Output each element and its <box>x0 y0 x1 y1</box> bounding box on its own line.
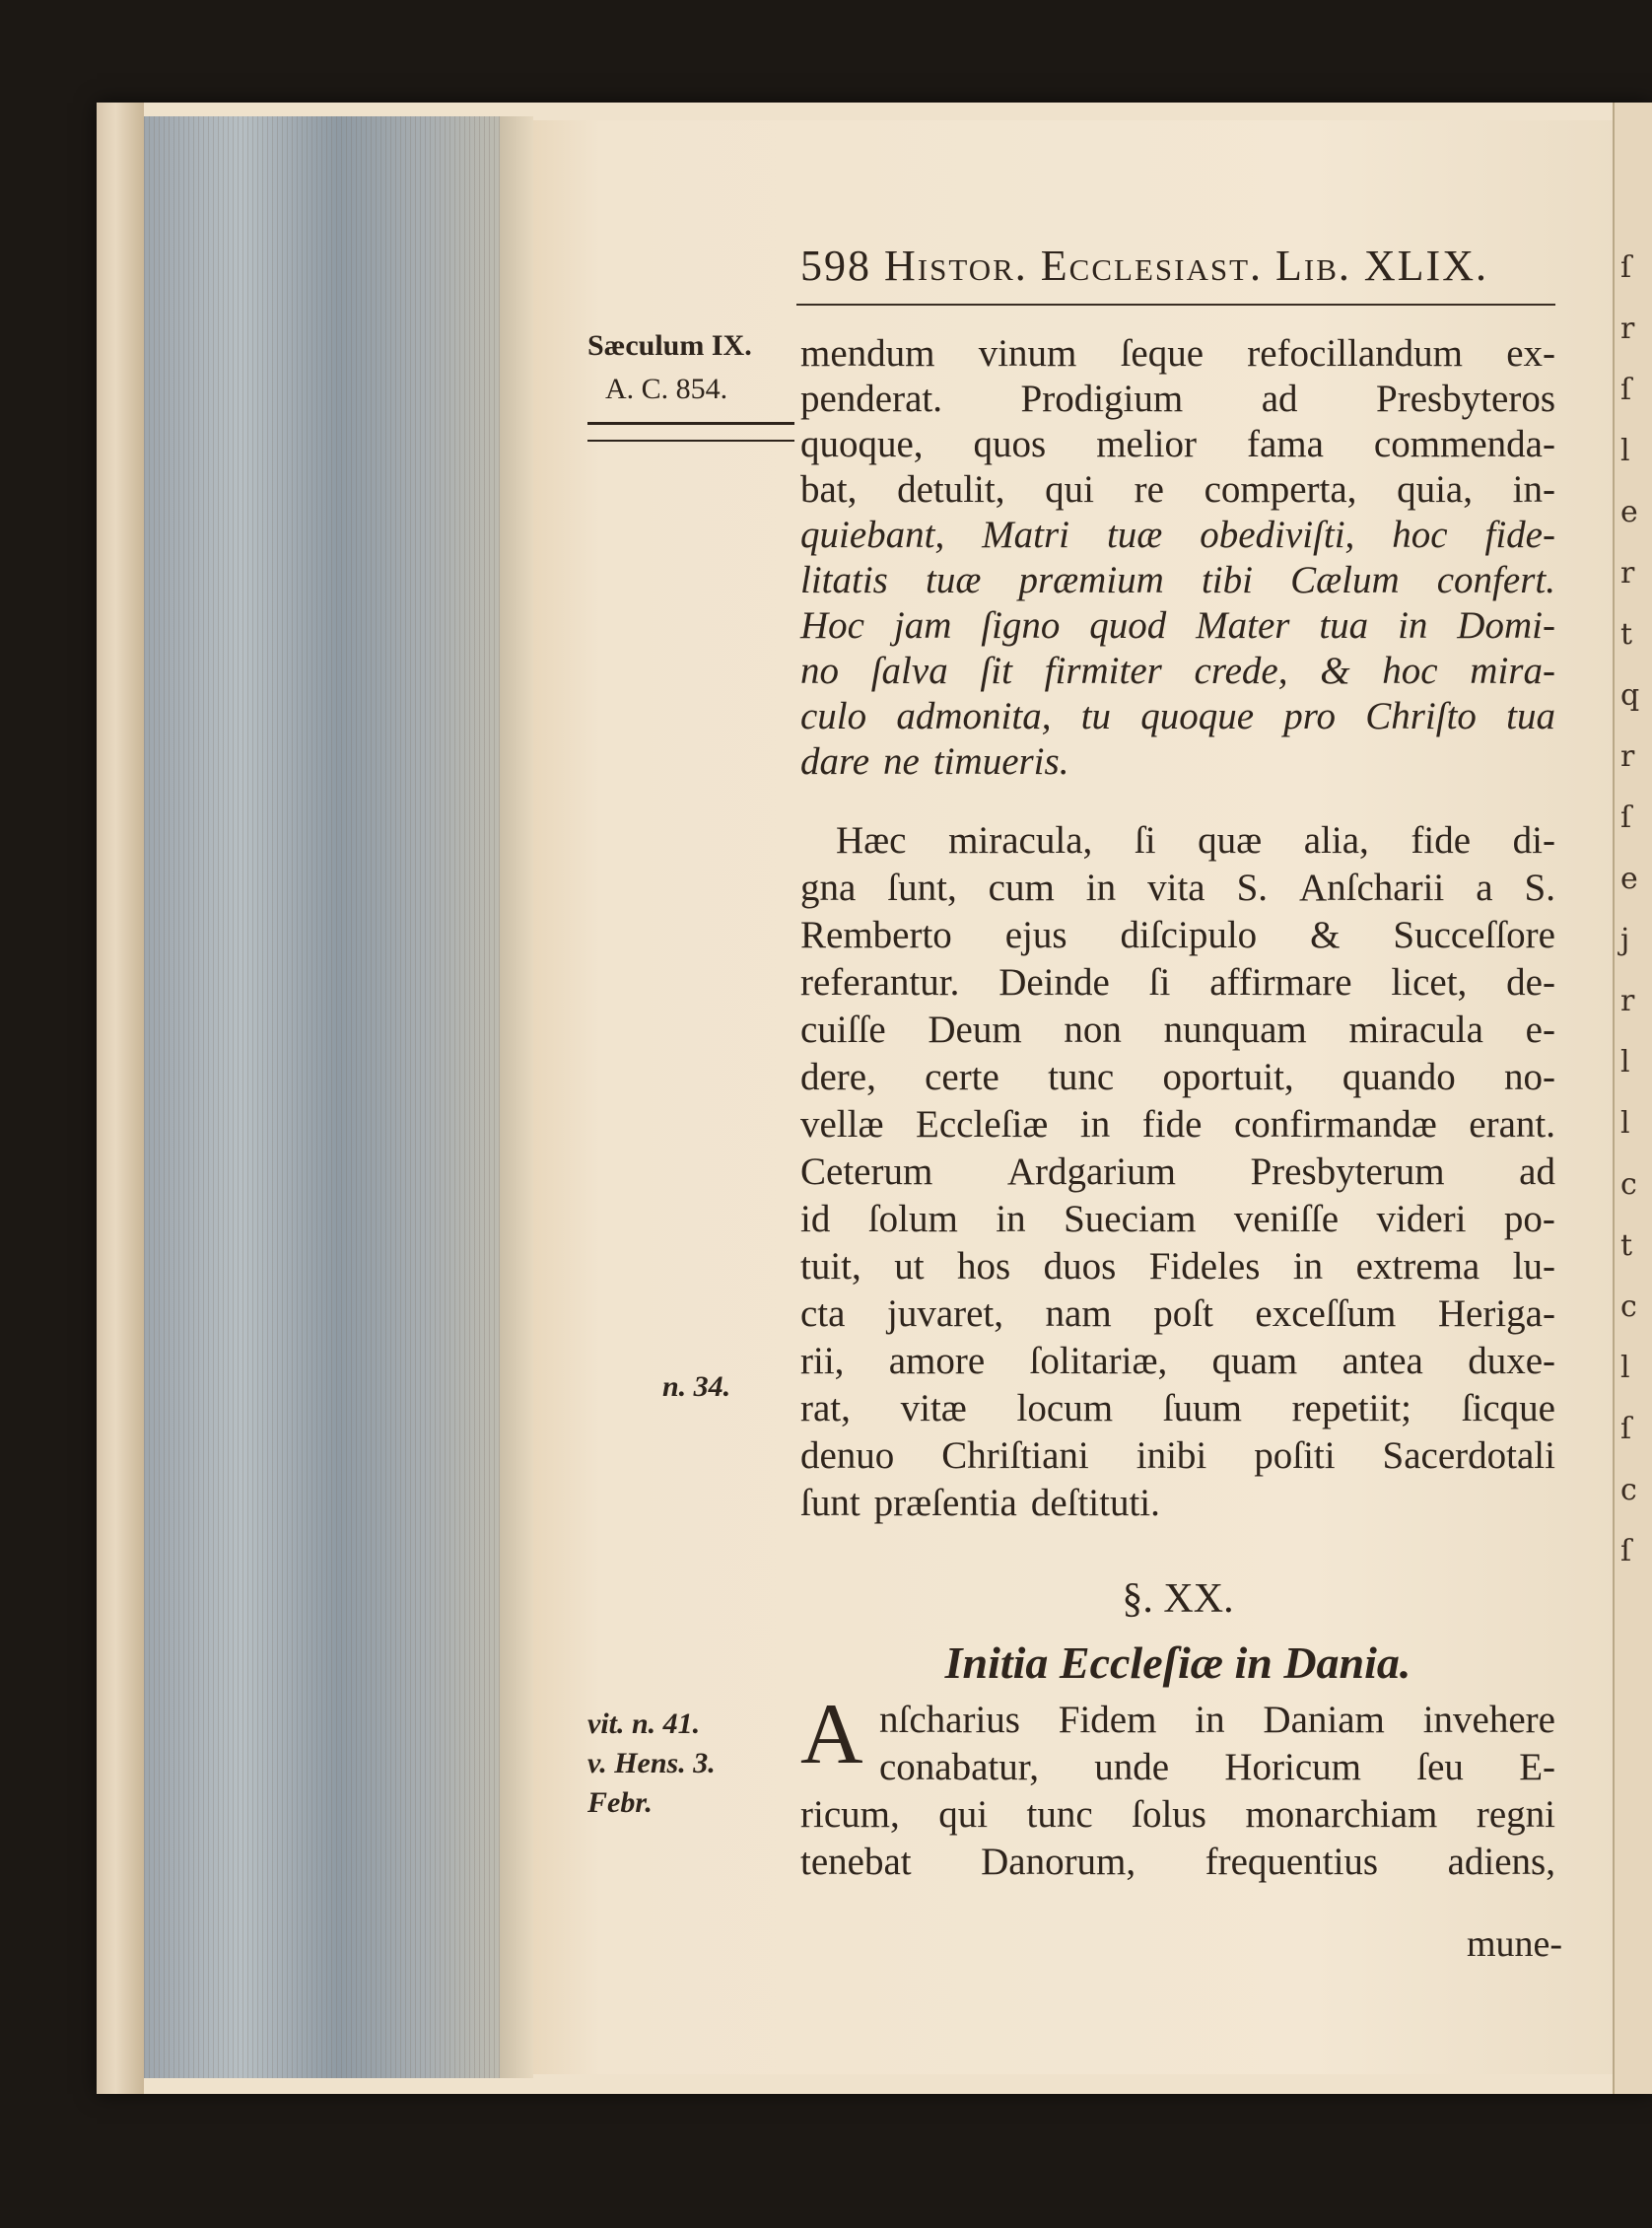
facing-page-glyph: t <box>1620 1228 1633 1263</box>
facing-page-glyph: r <box>1620 984 1635 1018</box>
running-header <box>800 241 1488 291</box>
facing-page-glyph: e <box>1620 495 1638 529</box>
text-line: Hoc jam ſigno quod Mater tua in Domi- <box>800 604 1555 647</box>
text-line: conabatur, unde Horicum ſeu E- <box>879 1746 1555 1788</box>
text-line: quiebant, Matri tuæ obediviſti, hoc fide- <box>800 514 1555 556</box>
margin-ref-hens: v. Hens. 3. <box>587 1747 716 1779</box>
section-title: Initia Eccleſiæ in Dania. <box>944 1637 1411 1688</box>
facing-page-glyph: ſ <box>1620 373 1632 407</box>
text-line: id ſolum in Sueciam veniſſe videri po- <box>800 1198 1555 1240</box>
text-line: ricum, qui tunc ſolus monarchiam regni <box>800 1793 1555 1836</box>
text-line: dare ne timueris. <box>800 740 1069 783</box>
facing-page-edge <box>1613 103 1652 2094</box>
margin-rule-1 <box>587 422 794 425</box>
text-line: referantur. Deinde ſi affirmare licet, de- <box>800 961 1555 1004</box>
facing-page-glyph: ſ <box>1620 1534 1632 1568</box>
text-line: cuiſſe Deum non nunquam miracula e- <box>800 1009 1555 1051</box>
margin-ref-vita: vit. n. 41. <box>587 1707 701 1740</box>
text-line: rii, amore ſolitariæ, quam antea duxe- <box>800 1340 1555 1382</box>
page-block-edge <box>144 116 533 2078</box>
text-line: vellæ Eccleſiæ in fide confirmandæ erant. <box>800 1103 1555 1146</box>
book-cover-edge <box>97 103 144 2094</box>
text-line: tenebat Danorum, frequentius adiens, <box>800 1841 1555 1883</box>
text-line: nſcharius Fidem in Daniam invehere <box>879 1699 1555 1741</box>
book-number: Lib. XLIX. <box>1275 242 1488 290</box>
facing-page-glyph: r <box>1620 739 1635 774</box>
margin-century: Sæculum IX. <box>587 329 752 362</box>
facing-page-glyph: ſ <box>1620 801 1632 835</box>
text-line: cta juvaret, nam poſt exceſſum Heriga- <box>800 1292 1555 1335</box>
margin-year: A. C. 854. <box>605 373 728 405</box>
drop-cap: A <box>800 1687 863 1782</box>
text-line: no ſalva ſit firmiter crede, & hoc mira- <box>800 650 1555 692</box>
text-line: quoque, quos melior fama commenda- <box>800 423 1555 465</box>
facing-page-glyph: ſ <box>1620 250 1632 285</box>
text-line: penderat. Prodigium ad Presbyteros <box>800 378 1555 420</box>
margin-note-34: n. 34. <box>662 1370 731 1403</box>
facing-page-glyph: ſ <box>1620 1412 1632 1446</box>
text-line: ſunt præſentia deſtituti. <box>800 1482 1160 1524</box>
running-title: Histor. Ecclesiast. <box>884 242 1264 290</box>
text-line: rat, vitæ locum ſuum repetiit; ſicque <box>800 1387 1555 1429</box>
facing-page-glyph: e <box>1620 862 1638 896</box>
header-rule <box>796 304 1555 306</box>
text-line: litatis tuæ præmium tibi Cælum confert. <box>800 559 1555 601</box>
text-line: tuit, ut hos duos Fideles in extrema lu- <box>800 1245 1555 1288</box>
text-line: Ceterum Ardgarium Presbyterum ad <box>800 1150 1555 1193</box>
text-line: gna ſunt, cum in vita S. Anſcharii a S. <box>800 867 1555 909</box>
facing-page-glyph: j <box>1620 923 1630 957</box>
facing-page-glyph: l <box>1620 1106 1630 1141</box>
facing-page-glyph: c <box>1620 1473 1637 1507</box>
text-line: Remberto ejus diſcipulo & Succeſſore <box>800 914 1555 956</box>
section-number: §. XX. <box>1122 1576 1234 1622</box>
text-line: denuo Chriſtiani inibi poſiti Sacerdotali <box>800 1434 1555 1477</box>
page-number: 598 <box>800 242 871 290</box>
text-line: bat, detulit, qui re comperta, quia, in- <box>800 468 1555 511</box>
margin-rule-2 <box>587 440 794 442</box>
facing-page-glyph: r <box>1620 556 1635 591</box>
facing-page-glyph: q <box>1620 678 1640 713</box>
text-line: Hæc miracula, ſi quæ alia, fide di- <box>836 819 1555 862</box>
facing-page-glyph: t <box>1620 617 1633 652</box>
facing-page-glyph: r <box>1620 312 1635 346</box>
facing-page-glyph: l <box>1620 1045 1630 1079</box>
text-line: culo admonita, tu quoque pro Chriſto tua <box>800 695 1555 737</box>
catchword: mune- <box>1467 1923 1563 1965</box>
text-line: mendum vinum ſeque refocillandum ex- <box>800 332 1555 375</box>
facing-page-glyph: c <box>1620 1289 1637 1324</box>
margin-ref-febr: Febr. <box>587 1786 653 1819</box>
facing-page-glyph: l <box>1620 1351 1630 1385</box>
text-line: dere, certe tunc oportuit, quando no- <box>800 1056 1555 1098</box>
facing-page-glyph: c <box>1620 1167 1637 1202</box>
facing-page-glyph: l <box>1620 434 1630 468</box>
